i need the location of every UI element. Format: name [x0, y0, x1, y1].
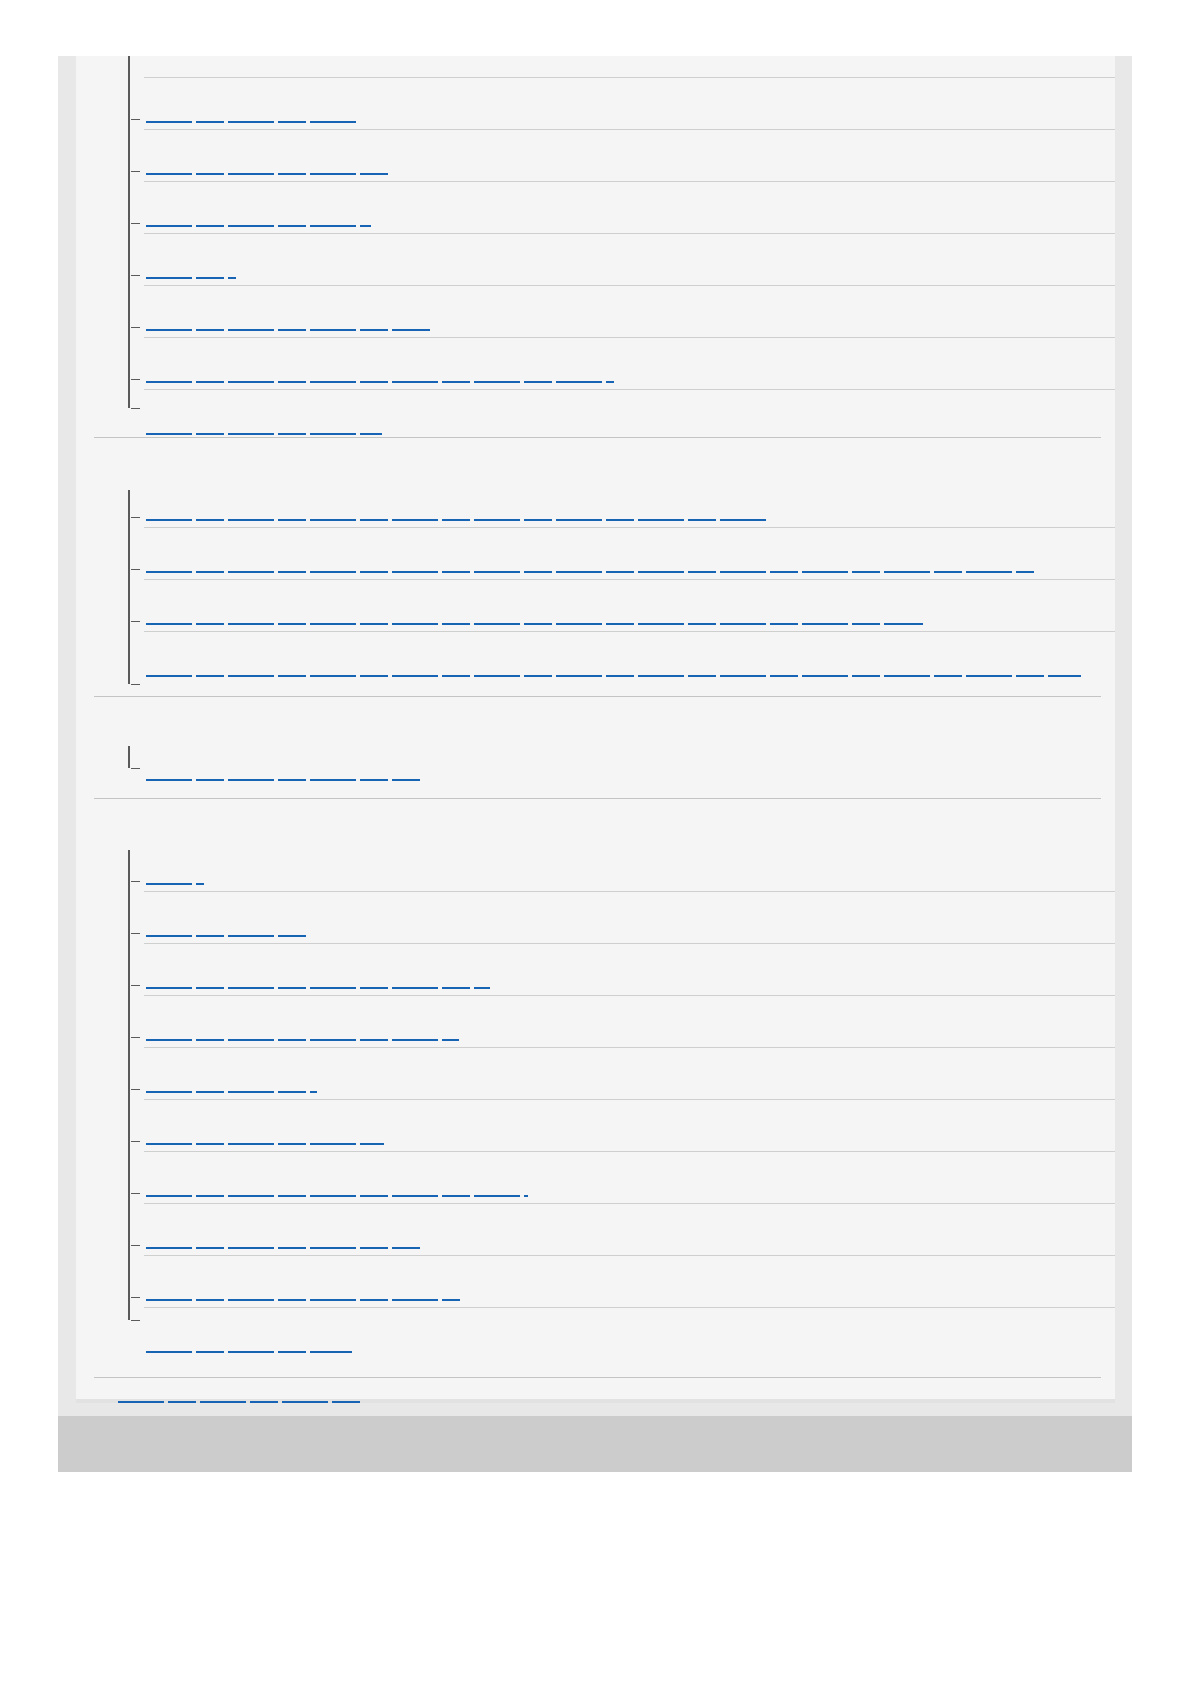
topic-link[interactable] — [146, 1195, 528, 1197]
topic-link[interactable] — [146, 1247, 420, 1249]
topic-link[interactable] — [146, 225, 371, 227]
tree-connector — [128, 56, 130, 408]
tree-tick — [131, 1089, 140, 1090]
topic-link-row[interactable] — [131, 338, 1115, 390]
tree-tick — [131, 275, 140, 276]
bottom-link[interactable] — [118, 1401, 364, 1403]
topic-link[interactable] — [146, 779, 420, 781]
footer-bar — [58, 1416, 1132, 1472]
topic-link-row[interactable] — [131, 78, 1115, 130]
topic-link-row[interactable] — [131, 996, 1115, 1048]
tree-tick — [131, 1297, 140, 1298]
group-divider — [94, 1377, 1101, 1378]
topic-link[interactable] — [146, 1039, 459, 1041]
topic-link[interactable] — [146, 623, 923, 625]
topic-link-row[interactable] — [131, 234, 1115, 286]
tree-tick — [131, 1141, 140, 1142]
topic-link[interactable] — [146, 121, 356, 123]
tree-tick — [131, 223, 140, 224]
topic-link-row[interactable] — [131, 1152, 1115, 1204]
topic-link-row[interactable] — [131, 1204, 1115, 1256]
topic-link[interactable] — [146, 519, 770, 521]
topic-link-row[interactable] — [131, 580, 1115, 632]
topic-link[interactable] — [146, 987, 490, 989]
topic-link-row[interactable] — [131, 840, 1115, 892]
tree-tick — [131, 1193, 140, 1194]
tree-tick — [131, 408, 140, 409]
tree-tick — [131, 1037, 140, 1038]
topic-link[interactable] — [146, 173, 392, 175]
tree-tick — [131, 933, 140, 934]
topic-link[interactable] — [146, 381, 614, 383]
tree-tick — [131, 985, 140, 986]
tree-tick — [131, 684, 140, 685]
group-divider — [94, 437, 1101, 438]
tree-tick — [131, 1245, 140, 1246]
topic-link-row[interactable] — [131, 944, 1115, 996]
topic-link-row[interactable] — [131, 632, 1115, 684]
topic-link-row[interactable] — [131, 1048, 1115, 1100]
topic-link[interactable] — [146, 277, 236, 279]
tree-tick — [131, 621, 140, 622]
tree-connector — [128, 746, 130, 768]
topic-link[interactable] — [146, 675, 1081, 677]
topic-link[interactable] — [146, 1091, 317, 1093]
topic-link[interactable] — [146, 1299, 460, 1301]
group-divider — [94, 696, 1101, 697]
topic-link-row[interactable] — [131, 1308, 1115, 1360]
tree-tick — [131, 517, 140, 518]
tree-tick — [131, 119, 140, 120]
tree-connector — [128, 490, 130, 684]
topic-link[interactable] — [146, 433, 382, 435]
topic-link-row[interactable] — [131, 390, 1115, 442]
tree-tick — [131, 881, 140, 882]
group-divider — [94, 798, 1101, 799]
help-contents-panel — [76, 56, 1115, 1403]
topic-link[interactable] — [146, 571, 1034, 573]
tree-tick — [131, 171, 140, 172]
topic-link[interactable] — [146, 883, 204, 885]
topic-link[interactable] — [146, 329, 430, 331]
topic-link-row[interactable] — [131, 1256, 1115, 1308]
tree-tick — [131, 569, 140, 570]
topic-link[interactable] — [146, 1351, 352, 1353]
tree-tick — [131, 327, 140, 328]
tree-item-top-stub — [131, 26, 1115, 78]
tree-tick — [131, 379, 140, 380]
topic-link-row[interactable] — [131, 130, 1115, 182]
tree-tick — [131, 1320, 140, 1321]
topic-link-row[interactable] — [131, 476, 1115, 528]
topic-link[interactable] — [146, 935, 308, 937]
topic-link-row[interactable] — [131, 1100, 1115, 1152]
topic-link-row[interactable] — [131, 528, 1115, 580]
topic-link-row[interactable] — [131, 736, 1115, 788]
topic-link-row[interactable] — [131, 182, 1115, 234]
tree-tick — [131, 768, 140, 769]
topic-link[interactable] — [146, 1143, 384, 1145]
topic-link-row[interactable] — [131, 286, 1115, 338]
topic-link-row[interactable] — [131, 892, 1115, 944]
tree-connector — [128, 850, 130, 1320]
